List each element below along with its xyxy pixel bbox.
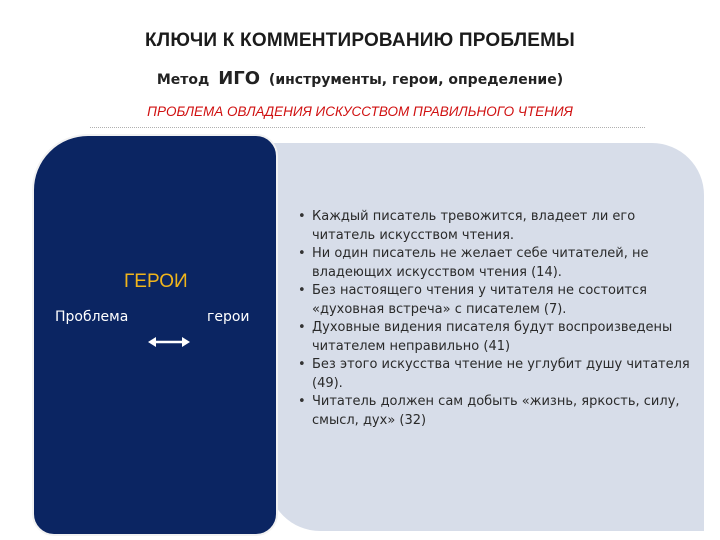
method-name: ИГО xyxy=(218,68,261,89)
list-item: • Духовные видения писателя будут воспроизведены читателем неправильно (41) xyxy=(296,319,696,356)
list-item: • Каждый писатель тревожится, владеет ли его читатель искусством чтения. xyxy=(296,208,696,245)
method-line xyxy=(0,68,720,89)
divider xyxy=(90,127,645,128)
problem-subtitle: ПРОБЛЕМА ОВЛАДЕНИЯ ИСКУССТВОМ ПРАВИЛЬНОГО ЧТЕНИЯ xyxy=(147,104,573,119)
quotes-list xyxy=(296,208,696,430)
page-title: КЛЮЧИ К КОММЕНТИРОВАНИЮ ПРОБЛЕМЫ xyxy=(145,30,575,51)
heroes-heading: ГЕРОИ xyxy=(124,271,188,292)
method-description: (инструменты, герои, определение) xyxy=(268,72,564,88)
method-prefix: Метод xyxy=(156,72,210,88)
list-item: • Читатель должен сам добыть «жизнь, яркость, силу, смысл, дух» (32) xyxy=(296,393,696,430)
double-arrow-icon xyxy=(148,334,190,350)
list-item: • Ни один писатель не желает себе читателей, не владеющих искусством чтения (14). xyxy=(296,245,696,282)
problem-label: Проблема xyxy=(55,309,129,325)
heroes-label: герои xyxy=(207,309,250,325)
list-item: • Без настоящего чтения у читателя не состоится «духовная встреча» с писателем (7). xyxy=(296,282,696,319)
list-item: • Без этого искусства чтение не углубит душу читателя (49). xyxy=(296,356,696,393)
